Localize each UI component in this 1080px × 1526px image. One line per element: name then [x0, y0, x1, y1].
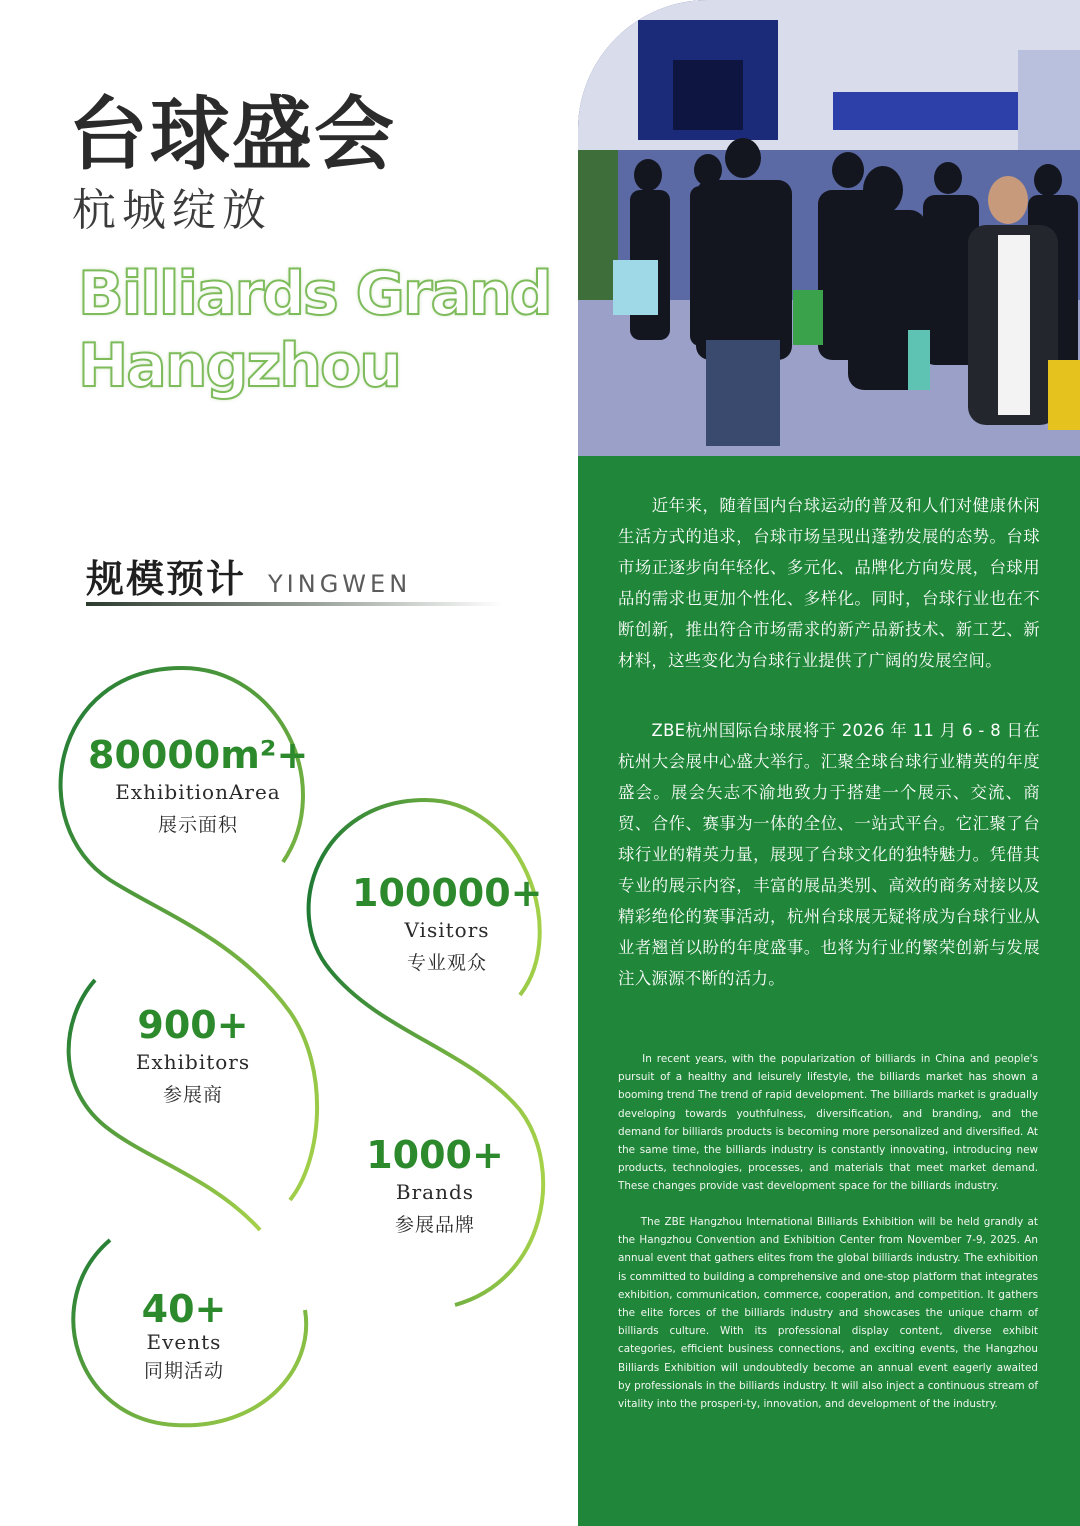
stat-label-en: Brands: [395, 1179, 475, 1204]
stat-label-en: Visitors: [404, 917, 490, 942]
section-title: 规模预计: [86, 557, 247, 601]
stat-label-zh: 参展品牌: [394, 1213, 475, 1236]
english-title-line-1: Billiards Grand: [78, 259, 551, 329]
stat-visitors: [352, 871, 543, 975]
section-title-en: YINGWEN: [268, 570, 412, 598]
stat-events: [126, 1287, 242, 1383]
event-paragraph-zh: ZBE杭州国际台球展将于 2026 年 11 月 6 - 8 日在杭州大会展中心盛大举行。汇聚全球台球行业精英的年度盛会。展会矢志不渝地致力于搭建一个展示、交流、商贸、合作、赛事为一体的全位、一站式平台。它汇聚了台球行业的精英力量，展现了台球文化的独特魅力。凭借其专业的展示内容，丰富的展品类别、高效的商务对接以及精彩绝伦的赛事活动，杭州台球展无疑将成为台球行业从业者翘首以盼的年度盛事。也将为行业的繁荣创新与发展注入源源不断的活力。: [618, 721, 1040, 988]
stat-exhibition-area: [88, 733, 309, 837]
page-subtitle: 杭城绽放: [72, 185, 272, 236]
exhibition-crowd-photo: [578, 0, 1080, 456]
section-divider: [86, 602, 502, 606]
intro-paragraph-en: In recent years, with the popularization of billiards in China and people's pursuit of a healthy and leisurely lifestyle, the billiards market has shown a booming trend The trend of rapid development. The billiards market is gradually developing towards youthfulness, diversification, and branding, and the demand for billiards products is becoming more personalized and diversified. At the same time, the billiards industry is constantly innovating, introducing new products, technologies, processes, and materials that meet market demand. These changes provide vast development space for the billiards industry.: [618, 1053, 1038, 1193]
event-paragraph-en: The ZBE Hangzhou International Billiards Exhibition will be held grandly at the Hangzhou Convention and Exhibition Center from November 7-9, 2025. An annual event that gathers elites from the global billiards industry. The exhibition is committed to building a comprehensive and one-stop platform that integrates exhibition, communication, commerce, cooperation, and competition. It gathers the elite forces of the billiards industry and showcases the unique charm of billiards culture. With its professional display content, diverse exhibit categories, efficient business connections, and exciting events, the Hangzhou Billiards Exhibition will undoubtedly become an annual event eagerly awaited by professionals in the billiards industry. It will also inject a continuous stream of vitality into the prosperi-ty, innovation, and development of the industry.: [618, 1216, 1038, 1411]
stat-label-zh: 参展商: [162, 1083, 223, 1106]
intro-paragraph-zh: 近年来，随着国内台球运动的普及和人们对健康休闲生活方式的追求，台球市场呈现出蓬勃发展的态势。台球市场正逐步向年轻化、多元化、品牌化方向发展，台球用品的需求也更加个性化、多样化。同时，台球行业也在不断创新，推出符合市场需求的新产品新技术、新工艺、新材料，这些变化为台球行业提供了广阔的发展空间。: [618, 496, 1040, 670]
stat-value: 1000+: [366, 1133, 504, 1177]
stat-brands: [362, 1133, 508, 1237]
stat-label-zh: 展示面积: [157, 813, 238, 836]
page-title: 台球盛会: [68, 88, 396, 181]
english-title: [78, 258, 551, 402]
stat-label-zh: 专业观众: [406, 951, 487, 974]
section-heading: [86, 548, 411, 603]
stat-value: 900+: [137, 1003, 249, 1047]
stat-label-zh: 同期活动: [143, 1359, 224, 1382]
stat-label-en: ExhibitionArea: [115, 779, 281, 804]
stat-label-en: Events: [146, 1329, 222, 1354]
stat-exhibitors: [118, 1003, 268, 1107]
stat-value: 80000m²+: [88, 733, 309, 777]
stat-value: 100000+: [352, 871, 543, 915]
stat-label-en: Exhibitors: [135, 1049, 251, 1074]
english-title-line-2: Hangzhou: [78, 331, 400, 401]
stat-value: 40+: [141, 1287, 227, 1331]
